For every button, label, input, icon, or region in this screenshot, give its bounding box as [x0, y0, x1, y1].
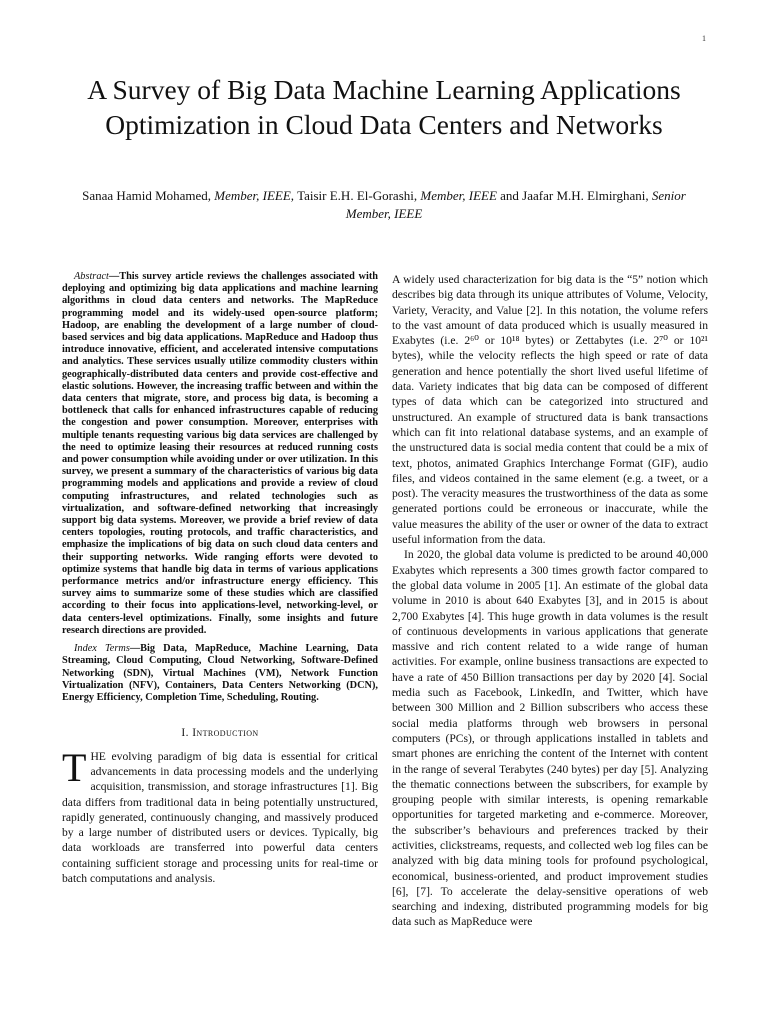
- index-terms-label: Index Terms: [74, 643, 130, 655]
- author-2-name: Taisir E.H. El-Gorashi,: [294, 188, 421, 203]
- abstract-label: Abstract: [74, 271, 109, 282]
- section-number: I.: [181, 727, 193, 740]
- paragraph-data-volume: In 2020, the global data volume is predicted to be around 40,000 Exabytes which represents a 300 times growth factor compared to the global data volume in 2005 [1]. An estimate of the global data volume in 2010 is about 640 Exabytes [3], and in 2015 is about 2,700 Exabytes [4]. This huge growth in data volumes is the result of continuous developments in various applications that generate massive and rich content related to a wide range of human activities. For example, online business transactions are expected to have a rate of 450 Billion transactions per day by 2020 [4]. Social media such as Facebook, LinkedIn, and Twitter, which have between 300 Million and 2 Billion subscribers who access these social media platforms through web browsers in personal computers (PCs), or through applications installed in tablets and smart phones are enriching the content of the Internet with content in the range of several Terabytes (240 bytes) per day [5]. Analyzing the thematic connections between the subscribers, for example by grouping people with similar interests, is opening remarkable opportunities for targeted marketing and e-commerce. Moreover, the subscriber’s behaviours and preferences tracked by their activities, clickstreams, requests, and collected web log files can be analyzed with big data mining tools for profound psychological, economical, business-oriented, and product improvement studies [6], [7]. To accelerate the delay-sensitive operations of web searching and indexing, distributed programming models for big data such as MapReduce were: [392, 548, 708, 929]
- intro-text: HE evolving paradigm of big data is essential for critical advancements in data processing models and the underlying acquisition, transmission, and storage infrastructures [1]. Big data differs from traditional data in being potentially unstructured, rapidly generated, continuously changing, and massively produced by a large number of distributed users or devices. Typically, big data workloads are transferred into powerful data centers containing sufficient storage and processing units for real-time or batch computations and analysis.: [62, 749, 378, 885]
- right-column: [392, 272, 708, 930]
- section-heading-introduction: [62, 726, 378, 741]
- left-column: [62, 271, 378, 886]
- section-title: Introduction: [192, 727, 259, 740]
- intro-paragraph: [62, 744, 378, 887]
- drop-cap: T: [62, 744, 87, 790]
- abstract: [62, 271, 378, 637]
- author-1-name: Sanaa Hamid Mohamed,: [82, 188, 215, 203]
- author-3-role: Senior Member, IEEE: [345, 188, 686, 221]
- author-2-role: Member, IEEE: [420, 188, 497, 203]
- index-terms-text: —Big Data, MapReduce, Machine Learning, Data Streaming, Cloud Computing, Cloud Networking, Software-Defined Networking (SDN), Virtual Machines (VM), Network Function Virtualization (NFV), Containers, Data Centers Networking (DCN), Energy Efficiency, Completion Time, Scheduling, Routing.: [62, 643, 379, 703]
- author-list: [60, 187, 708, 223]
- author-3-name: and Jaafar M.H. Elmirghani,: [496, 188, 652, 203]
- paragraph-five-v: A widely used characterization for big data is the “5” notion which describes big data through its unique attributes of Volume, Velocity, Variety, Veracity, and Value [2]. In this notation, the volume refers to the vast amount of data produced which is usually measured in Exabytes (i.e. 2⁶⁰ or 10¹⁸ bytes) or Zettabytes (i.e. 2⁷⁰ or 10²¹ bytes), while the velocity reflects the high speed or rate of data generation and hence potentially the short lived useful lifetime of data. Variety indicates that big data can be composed of different types of data which can be categorized into structured and unstructured. An example of structured data is bank transactions which can fit into relational database systems, and an example of the unstructured data is social media content that could be a mix of text, photos, animated Graphics Interchange Format (GIF), audio files, and videos contained in the same element (e.g. a tweet, or a post). The veracity measures the trustworthiness of the data as some generated portions could be erroneous or inaccurate, while the value measures the ability of the user or owner of the data to extract useful information from the data.: [392, 273, 708, 547]
- paper-title: A Survey of Big Data Machine Learning Applications Optimization in Cloud Data Centers and Networks: [87, 74, 681, 140]
- index-terms: [62, 643, 378, 704]
- page-number: 1: [702, 34, 706, 43]
- author-1-role: Member, IEEE,: [214, 188, 295, 203]
- abstract-text: —This survey article reviews the challenges associated with deploying and optimizing big data applications and machine learning algorithms in cloud data centers and networks. The MapReduce programming model and its widely-used open-source platform; Hadoop, are enabling the development of a large number of cloud-based services and big data applications. MapReduce and Hadoop thus introduce innovative, efficient, and accelerated intensive computations and analytics. These services usually utilize commodity clusters within geographically-distributed data centers and provide cost-effective and elastic solutions. However, the increasing traffic between and within the data centers that migrate, store, and process big data, is becoming a bottleneck that calls for enhanced infrastructures capable of reducing the congestion and power consumption. Moreover, enterprises with multiple tenants requesting various big data services are challenged by the need to optimize leasing their resources at reduced running costs and power consumption while avoiding under or over utilization. In this survey, we present a summary of the characteristics of various big data programming models and applications and provide a review of cloud computing infrastructures, and related technologies such as virtualization, and software-defined networking that increasingly support big data systems. Moreover, we provide a brief review of data centers topologies, routing protocols, and traffic characteristics, and emphasize the implications of big data on such cloud data centers and their supporting networks. Wide ranging efforts were devoted to optimize systems that handle big data in terms of various applications performance metrics and/or infrastructure energy efficiency. This survey aims to summarize some of these studies which are classified according to their focus into applications-level, networking-level, or data centers-level optimizations. Finally, some insights and future research directions are provided.: [62, 271, 378, 636]
